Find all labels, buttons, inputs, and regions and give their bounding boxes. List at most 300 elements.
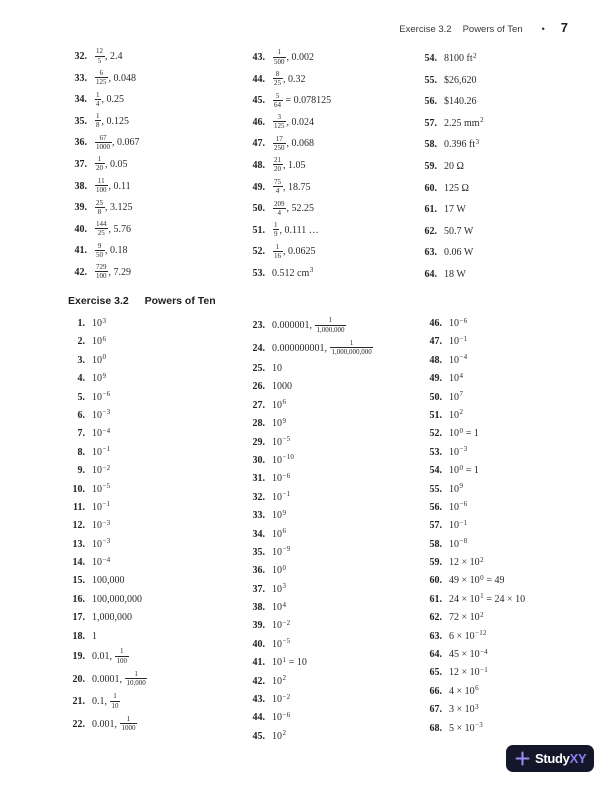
answer-value: 0.512 $cm^3$ bbox=[272, 266, 314, 279]
answer-value: $10^{-3}$ bbox=[449, 445, 468, 458]
answer-number: 36. bbox=[252, 565, 265, 577]
answer-item bbox=[421, 442, 525, 460]
answer-item bbox=[64, 423, 148, 441]
fraction: $\frac{6}{125}$ bbox=[96, 69, 107, 87]
answer-value: $140.26 bbox=[444, 96, 477, 108]
answer-item bbox=[421, 350, 525, 368]
answer-number: 37. bbox=[74, 158, 87, 170]
answer-number: 41. bbox=[74, 245, 87, 257]
answer-item bbox=[64, 405, 148, 423]
answer-value: $10^{-4}$ bbox=[92, 555, 111, 569]
answer-value: $5 \times 10^{-3}$ bbox=[449, 721, 483, 734]
answer-number: 43. bbox=[252, 52, 265, 63]
answer-item bbox=[416, 132, 484, 154]
exponent: 4 bbox=[282, 600, 287, 609]
exponent: 1 bbox=[480, 592, 484, 601]
exponent: 2 bbox=[282, 729, 287, 738]
answer-number: 59. bbox=[424, 160, 437, 172]
answer-value: 0.1, $\frac{1}{10}$ bbox=[92, 692, 119, 710]
answer-item bbox=[244, 689, 374, 707]
answer-item bbox=[421, 497, 525, 515]
answer-number: 58. bbox=[429, 538, 442, 550]
answer-value: $45 \times 10^{-4}$ bbox=[449, 647, 488, 661]
answer-value: $10^0$ bbox=[272, 563, 287, 577]
answer-value: 0.000001, $\frac{1}{1,000,000}$ bbox=[272, 316, 345, 334]
exponent: 9 bbox=[459, 482, 464, 491]
answer-number: 63. bbox=[429, 630, 442, 642]
answer-item bbox=[64, 644, 148, 667]
exponent: 6 bbox=[282, 398, 287, 407]
answer-item bbox=[64, 626, 148, 644]
exponent: 2 bbox=[480, 116, 484, 125]
answer-number: 24. bbox=[252, 342, 265, 354]
answer-item bbox=[244, 413, 374, 431]
answer-item bbox=[64, 607, 148, 625]
answer-value: $10^{-1}$ bbox=[92, 445, 111, 458]
answer-value: 100,000 bbox=[92, 575, 125, 587]
answer-item bbox=[416, 240, 484, 262]
answer-number: 33. bbox=[252, 510, 265, 522]
answer-item bbox=[64, 442, 148, 460]
fraction: $\frac{11}{100}$ bbox=[96, 177, 107, 195]
answer-item bbox=[421, 699, 525, 717]
answer-number: 18. bbox=[72, 630, 85, 642]
answer-number: 11. bbox=[73, 501, 85, 513]
answer-value: $\frac{144}{25}$ , 5.76 bbox=[96, 220, 131, 238]
bullet-separator: • bbox=[541, 24, 545, 34]
answer-number: 20. bbox=[72, 673, 85, 685]
exponent: 9 bbox=[102, 371, 107, 380]
answer-value: $\frac{1}{4}$ , 0.25 bbox=[96, 90, 124, 108]
answer-value: $10^3$ bbox=[92, 316, 107, 329]
answer-value: $10^{-6}$ bbox=[449, 500, 468, 513]
answer-item bbox=[64, 313, 148, 331]
exponent: −5 bbox=[282, 637, 291, 646]
answer-item bbox=[64, 331, 148, 349]
studyxy-logo bbox=[506, 745, 594, 772]
answer-number: 56. bbox=[424, 96, 437, 108]
answer-value: $\frac{5}{64}$ = 0.078125 bbox=[274, 91, 332, 109]
answer-item bbox=[416, 219, 484, 241]
answer-item bbox=[64, 589, 148, 607]
answer-item bbox=[244, 450, 374, 468]
answer-number: 47. bbox=[429, 336, 442, 348]
answer-value: $10^6$ bbox=[272, 527, 287, 540]
exponent: −1 bbox=[102, 500, 111, 509]
top-answers-column-3 bbox=[416, 46, 484, 284]
bottom-answers-column-3 bbox=[421, 313, 525, 736]
answer-number: 60. bbox=[429, 575, 442, 587]
fraction: $\frac{1}{16}$ bbox=[274, 242, 281, 260]
answer-number: 33. bbox=[74, 72, 87, 84]
answer-value: $10^{-3}$ bbox=[92, 537, 111, 550]
answer-item bbox=[244, 239, 331, 261]
answer-item bbox=[421, 534, 525, 552]
exponent: −1 bbox=[480, 665, 488, 674]
answer-number: 65. bbox=[429, 667, 442, 679]
answer-number: 35. bbox=[252, 546, 265, 558]
exponent: −1 bbox=[282, 490, 291, 499]
answer-value: $10^2$ bbox=[449, 408, 464, 421]
answer-value: $6 \times 10^{-12}$ bbox=[449, 629, 487, 642]
answer-number: 54. bbox=[424, 53, 437, 64]
exponent: −2 bbox=[282, 618, 291, 627]
answer-item bbox=[244, 707, 374, 725]
answer-item bbox=[244, 560, 374, 578]
answer-item bbox=[64, 515, 148, 533]
fraction: $\frac{25}{8}$ bbox=[96, 198, 103, 216]
fraction: $\frac{1}{9}$ bbox=[274, 221, 278, 239]
answer-number: 53. bbox=[252, 267, 265, 279]
answer-item bbox=[416, 89, 484, 111]
answer-item bbox=[244, 110, 331, 132]
answer-number: 57. bbox=[429, 520, 442, 532]
answer-value: $10^{-3}$ bbox=[92, 518, 111, 532]
answer-item bbox=[244, 487, 374, 505]
exponent: 0 bbox=[459, 426, 464, 435]
answer-value: $\frac{25}{8}$ , 3.125 bbox=[96, 198, 133, 216]
answer-item bbox=[416, 154, 484, 176]
answer-number: 42. bbox=[252, 675, 265, 687]
answer-item bbox=[244, 67, 331, 89]
answer-item bbox=[244, 726, 374, 744]
answer-number: 5. bbox=[77, 391, 85, 403]
exponent: −8 bbox=[459, 537, 468, 546]
answer-number: 7. bbox=[77, 428, 85, 440]
answer-number: 37. bbox=[252, 583, 265, 595]
answer-value: 1000 bbox=[272, 381, 292, 393]
answer-item bbox=[421, 479, 525, 497]
answer-value: $10^9$ bbox=[92, 371, 107, 385]
answer-item bbox=[421, 387, 525, 405]
answer-value: $\frac{209}{4}$ , 52.25 bbox=[274, 199, 314, 217]
answer-number: 48. bbox=[252, 159, 265, 171]
answer-item bbox=[64, 460, 148, 478]
fraction: $\frac{67}{1000}$ bbox=[96, 133, 110, 151]
exponent: −4 bbox=[102, 426, 111, 435]
exponent: −4 bbox=[102, 555, 111, 564]
answer-value: $10^{-1}$ bbox=[449, 334, 468, 348]
answer-item bbox=[421, 626, 525, 644]
answer-value: $10^4$ bbox=[449, 371, 464, 385]
answer-value: $10^{-2}$ bbox=[272, 692, 291, 706]
answer-value: $\frac{6}{125}$ , 0.048 bbox=[96, 69, 136, 87]
fraction: $\frac{1}{4}$ bbox=[96, 90, 100, 108]
exponent: 9 bbox=[282, 508, 287, 517]
answer-item bbox=[421, 405, 525, 423]
exponent: 0 bbox=[480, 573, 484, 582]
exponent: 3 bbox=[102, 316, 107, 325]
answer-number: 56. bbox=[429, 501, 442, 513]
answer-number: 2. bbox=[77, 336, 85, 348]
answer-item bbox=[64, 497, 148, 515]
answer-item bbox=[421, 313, 525, 331]
answer-number: 45. bbox=[252, 730, 265, 742]
plus-icon bbox=[515, 751, 530, 766]
answer-value: $10^9$ bbox=[272, 416, 287, 430]
answer-item bbox=[66, 109, 140, 131]
answer-item bbox=[416, 262, 484, 284]
answer-item bbox=[244, 468, 374, 486]
exponent: 6 bbox=[102, 334, 107, 343]
exponent: −1 bbox=[459, 334, 468, 343]
answer-value: $10^{-1}$ bbox=[92, 500, 111, 513]
answer-item bbox=[66, 44, 140, 66]
answer-value: 0.01, $\frac{1}{100}$ bbox=[92, 647, 127, 665]
answer-number: 21. bbox=[72, 696, 85, 708]
answer-item bbox=[64, 689, 148, 712]
answer-item bbox=[66, 195, 140, 217]
answer-item bbox=[244, 615, 374, 633]
exponent: −9 bbox=[282, 545, 291, 554]
answer-value: $10^3$ bbox=[272, 582, 287, 595]
fraction: $\frac{1}{10,000}$ bbox=[126, 669, 146, 688]
answer-number: 41. bbox=[252, 657, 265, 669]
answer-number: 32. bbox=[252, 491, 265, 503]
answer-number: 59. bbox=[429, 557, 442, 569]
answer-item bbox=[66, 152, 140, 174]
answer-number: 51. bbox=[429, 409, 442, 421]
answer-value: $10^7$ bbox=[449, 390, 464, 403]
answer-item bbox=[416, 197, 484, 219]
answer-item bbox=[244, 313, 374, 336]
fraction: $\frac{209}{4}$ bbox=[274, 199, 285, 217]
answer-value: $\frac{1}{20}$ , 0.05 bbox=[96, 155, 128, 173]
answer-number: 64. bbox=[429, 649, 442, 661]
answer-value: $10^{-1}$ bbox=[272, 490, 291, 503]
answer-value: $10^{-2}$ bbox=[92, 463, 111, 477]
answer-item bbox=[421, 681, 525, 699]
answer-number: 38. bbox=[74, 180, 87, 192]
answer-item bbox=[244, 336, 374, 359]
answer-value: $10^{-5}$ bbox=[92, 482, 111, 495]
answer-value: 100,000,000 bbox=[92, 593, 142, 605]
answer-value: $10^1 = 10$ bbox=[272, 655, 307, 669]
exponent: −3 bbox=[102, 537, 111, 546]
answer-number: 39. bbox=[74, 202, 87, 214]
exponent: −6 bbox=[102, 390, 111, 399]
answer-value: 0.06 W bbox=[444, 247, 474, 259]
answer-number: 34. bbox=[252, 528, 265, 540]
answer-number: 52. bbox=[429, 428, 442, 440]
answer-item bbox=[244, 597, 374, 615]
answer-number: 29. bbox=[252, 436, 265, 448]
answer-item bbox=[66, 66, 140, 88]
answer-value: 20 Ω bbox=[444, 160, 464, 172]
exponent: 2 bbox=[480, 610, 484, 619]
answer-value: $\frac{17}{250}$ , 0.068 bbox=[274, 134, 314, 152]
answer-value: 18 W bbox=[444, 268, 466, 280]
answer-number: 43. bbox=[252, 694, 265, 706]
answer-value: $10^9$ bbox=[272, 508, 287, 522]
answer-number: 42. bbox=[74, 266, 87, 278]
answer-value: $10^{-2}$ bbox=[272, 618, 291, 632]
answer-number: 36. bbox=[74, 137, 87, 149]
answer-item bbox=[421, 552, 525, 570]
answer-value: $10^{-6}$ bbox=[272, 471, 291, 485]
answer-number: 38. bbox=[252, 602, 265, 614]
answer-number: 3. bbox=[77, 354, 85, 366]
answer-value: 125 Ω bbox=[444, 182, 469, 194]
exponent: −3 bbox=[475, 721, 483, 730]
answer-number: 50. bbox=[252, 203, 265, 215]
fraction: $\frac{1}{500}$ bbox=[274, 48, 285, 66]
answer-item bbox=[244, 45, 331, 67]
answer-number: 53. bbox=[429, 446, 442, 458]
answer-item bbox=[416, 46, 484, 68]
exponent: 1 bbox=[282, 655, 287, 664]
answer-number: 46. bbox=[429, 318, 442, 329]
exponent: −3 bbox=[459, 445, 468, 454]
answer-value: $10^{-4}$ bbox=[449, 353, 468, 366]
answer-value: $10^{-6}$ bbox=[272, 710, 291, 724]
answer-value: $24 \times 10^1 = 24 \times 10$ bbox=[449, 592, 526, 605]
answer-item bbox=[244, 671, 374, 689]
answer-item bbox=[66, 238, 140, 260]
answer-number: 55. bbox=[429, 483, 442, 495]
exponent: −2 bbox=[282, 692, 291, 701]
answer-item bbox=[421, 718, 525, 736]
answer-value: 0.000000001, $\frac{1}{1,000,000,000}$ bbox=[272, 338, 372, 356]
answer-number: 1. bbox=[77, 318, 85, 329]
answer-number: 49. bbox=[429, 373, 442, 385]
answer-number: 25. bbox=[252, 363, 265, 374]
exponent: 4 bbox=[459, 371, 464, 380]
exponent: −5 bbox=[282, 435, 291, 444]
answer-value: 50.7 W bbox=[444, 225, 474, 237]
fraction: $\frac{1}{100}$ bbox=[116, 647, 127, 665]
answer-value: $12 \times 10^2$ bbox=[449, 555, 484, 569]
answer-value: $10^{-9}$ bbox=[272, 545, 291, 558]
answer-number: 12. bbox=[72, 520, 85, 532]
answer-number: 30. bbox=[252, 454, 265, 466]
bottom-answers-column-1 bbox=[64, 313, 148, 734]
logo-text-study: Study bbox=[535, 751, 570, 766]
fraction: $\frac{1}{1,000,000}$ bbox=[316, 316, 345, 334]
fraction: $\frac{12}{5}$ bbox=[96, 47, 103, 65]
exponent: −1 bbox=[459, 518, 468, 527]
answer-item bbox=[64, 479, 148, 497]
answer-value: $\frac{11}{100}$ , 0.11 bbox=[96, 177, 131, 195]
answer-item bbox=[244, 175, 331, 197]
answer-number: 54. bbox=[429, 465, 442, 477]
answer-item bbox=[421, 570, 525, 588]
answer-item bbox=[244, 376, 374, 394]
answer-number: 49. bbox=[252, 181, 265, 193]
exponent: 3 bbox=[282, 582, 287, 591]
answer-value: 1 bbox=[92, 630, 97, 642]
answer-item bbox=[64, 552, 148, 570]
answer-item bbox=[244, 579, 374, 597]
answer-value: 10 bbox=[272, 363, 282, 374]
exponent: 2 bbox=[473, 51, 477, 60]
answer-value: 17 W bbox=[444, 204, 466, 216]
answer-item bbox=[416, 68, 484, 90]
answer-number: 63. bbox=[424, 247, 437, 259]
answer-number: 50. bbox=[429, 391, 442, 403]
answer-number: 9. bbox=[77, 465, 85, 477]
answer-item bbox=[244, 358, 374, 376]
answer-number: 51. bbox=[252, 224, 265, 236]
answer-number: 4. bbox=[77, 373, 85, 385]
answer-item bbox=[421, 368, 525, 386]
answer-number: 34. bbox=[74, 94, 87, 106]
answer-value: $10^{-3}$ bbox=[92, 408, 111, 421]
answer-item bbox=[421, 460, 525, 478]
answer-value: $\frac{75}{4}$ , 18.75 bbox=[274, 178, 311, 196]
answer-number: 35. bbox=[74, 115, 87, 127]
answer-value: $10^6$ bbox=[92, 334, 107, 348]
bottom-answers-column-2 bbox=[244, 313, 374, 744]
fraction: $\frac{8}{25}$ bbox=[274, 70, 281, 88]
answer-item bbox=[244, 395, 374, 413]
answer-value: 1,000,000 bbox=[92, 612, 132, 624]
answer-item bbox=[421, 331, 525, 349]
answer-value: $\frac{9}{50}$ , 0.18 bbox=[96, 241, 128, 259]
answer-item bbox=[421, 662, 525, 680]
answer-value: $\frac{1}{500}$ , 0.002 bbox=[274, 48, 314, 66]
answer-value: $\frac{729}{100}$ , 7.29 bbox=[96, 263, 131, 281]
answer-item bbox=[244, 542, 374, 560]
exponent: 9 bbox=[282, 416, 287, 425]
exponent: −4 bbox=[480, 647, 488, 656]
answer-value: $10^{-8}$ bbox=[449, 537, 468, 550]
answer-value: $72 \times 10^2$ bbox=[449, 610, 484, 624]
answer-number: 66. bbox=[429, 685, 442, 697]
running-head bbox=[399, 20, 568, 35]
exponent: −10 bbox=[282, 453, 295, 462]
exponent: −6 bbox=[459, 500, 468, 509]
answer-number: 28. bbox=[252, 418, 265, 430]
answer-item bbox=[64, 387, 148, 405]
answer-item bbox=[244, 524, 374, 542]
answer-value: $\frac{1}{9}$ , 0.111 … bbox=[274, 221, 319, 239]
answer-value: 0.001, $\frac{1}{1000}$ bbox=[92, 714, 136, 733]
answer-item bbox=[66, 87, 140, 109]
fraction: $\frac{21}{20}$ bbox=[274, 156, 281, 174]
answer-value: $10^6$ bbox=[272, 398, 287, 411]
answer-value: 0.396 $ft^3$ bbox=[444, 137, 480, 151]
answer-value: $4 \times 10^6$ bbox=[449, 684, 479, 697]
exponent: −3 bbox=[102, 518, 111, 527]
answer-value: $49 \times 10^0 = 49$ bbox=[449, 573, 505, 587]
answer-number: 8. bbox=[77, 446, 85, 458]
answer-item bbox=[421, 644, 525, 662]
answer-item bbox=[244, 88, 331, 110]
answer-item bbox=[64, 368, 148, 386]
answer-number: 58. bbox=[424, 139, 437, 151]
exponent: 7 bbox=[459, 390, 464, 399]
answer-number: 60. bbox=[424, 182, 437, 194]
answer-number: 14. bbox=[72, 557, 85, 569]
answer-number: 40. bbox=[252, 638, 265, 650]
answer-number: 17. bbox=[72, 612, 85, 624]
fraction: $\frac{1}{20}$ bbox=[96, 155, 103, 173]
answer-number: 23. bbox=[252, 320, 265, 331]
answer-item bbox=[416, 176, 484, 198]
answer-value: $10^{-6}$ bbox=[449, 316, 468, 329]
logo-text-xy: XY bbox=[569, 751, 587, 766]
answer-value: $3 \times 10^3$ bbox=[449, 702, 479, 716]
answer-value: $10^9$ bbox=[449, 482, 464, 495]
fraction: $\frac{1}{8}$ bbox=[96, 112, 100, 130]
exponent: 3 bbox=[475, 702, 479, 711]
exponent: −1 bbox=[102, 445, 111, 454]
answer-item bbox=[421, 423, 525, 441]
answer-value: $10^4$ bbox=[272, 600, 287, 614]
answer-value: $\frac{3}{125}$ , 0.024 bbox=[274, 113, 314, 131]
running-head-topic: Powers of Ten bbox=[462, 24, 523, 35]
